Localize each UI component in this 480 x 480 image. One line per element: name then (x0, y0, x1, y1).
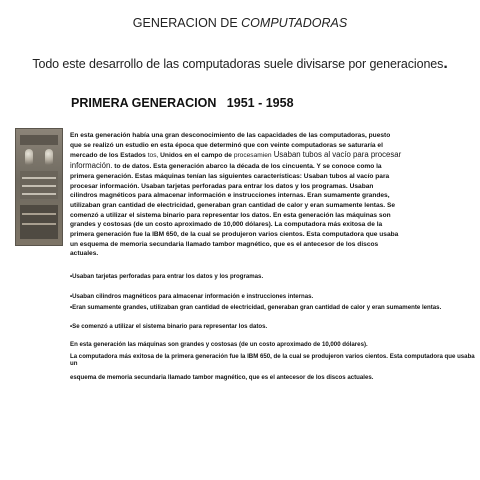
intro-paragraph (70, 131, 402, 259)
intro-sentence (0, 55, 480, 73)
photo-bottom-panel (20, 205, 58, 239)
page-title (0, 16, 480, 30)
summary-line: esquema de memoria secundaria llamado tambor magnético, que es el antecesor de los discos actuales. (70, 374, 374, 381)
photo-wire (22, 193, 56, 195)
paragraph-text: En esta generación había una gran desconocimiento de las capacidades de las computadoras, puesto que se realizó un estudio en esta época que determinó que con veinte computadoras se saturaría el mercado de los Estados (70, 132, 391, 160)
bullet-item: •Eran sumamente grandes, utilizaban gran cantidad de electricidad, generaban gran cantidad de calor y eran sumamente lentas. (70, 304, 442, 311)
paragraph-fragment: tos, (145, 152, 159, 160)
title-emphasis: COMPUTADORAS (241, 16, 348, 30)
paragraph-text: to de datos. Esta generación abarco la década de los cincuenta. Y se conoce como la primera generación. Estas máquinas tenían las siguientes características: Usaban tubos al vacío para procesar información. Usaban tarjetas perforadas para entrar los datos y los programas. Usaban cilindros magnéticos para almacenar información e instrucciones internas. Eran sumamente grandes, utilizaban gran cantidad de electricidad, generaban gran cantidad de calor y eran sumamente lentas. Se comenzó a utilizar el sistema binario para representar los datos. En esta generación las máquinas son grandes y costosas (de un costo aproximado de 10,000 dólares). La computadora más exitosa de la primera generación fue la IBM 650, de la cual se produjeron varios cientos. Esta computadora que usaba un esquema de memoria secundaria llamado tambor magnético, que es el antecesor de los discos actuales. (70, 163, 399, 258)
photo-wire (22, 177, 56, 179)
photo-wire (22, 213, 56, 215)
intro-dot: . (443, 55, 448, 72)
photo-wire (22, 185, 56, 187)
bullet-item: •Se comenzó a utilizar el sistema binario para representar los datos. (70, 323, 268, 330)
paragraph-overlay-text: Usaban tubos al vacío para procesar información. (70, 150, 402, 171)
vacuum-tube-computer-photo (15, 128, 63, 246)
photo-wire (22, 223, 56, 225)
paragraph-text: Unidos en el campo de (158, 152, 232, 160)
photo-top-panel (20, 135, 58, 145)
bullet-item: •Usaban cilindros magnéticos para almacenar información e instrucciones internas. (70, 293, 314, 300)
bullet-item: •Usaban tarjetas perforadas para entrar los datos y los programas. (70, 273, 264, 280)
paragraph-fragment: procesamien (231, 152, 272, 160)
summary-line: La computadora más exitosa de la primera generación fue la IBM 650, de la cual se produjeron varios cientos. Esta computadora que usaba un (70, 353, 475, 367)
summary-line: En esta generación las máquinas son grandes y costosas (de un costo aproximado de 10,000 dólares). (70, 341, 368, 348)
section-heading: PRIMERA GENERACION 1951 - 1958 (71, 96, 294, 110)
vacuum-tube-icon (45, 149, 53, 165)
vacuum-tube-icon (25, 149, 33, 165)
title-prefix: GENERACION DE (132, 16, 242, 30)
intro-text: Todo este desarrollo de las computadoras suele divisarse por generaciones (32, 57, 444, 71)
